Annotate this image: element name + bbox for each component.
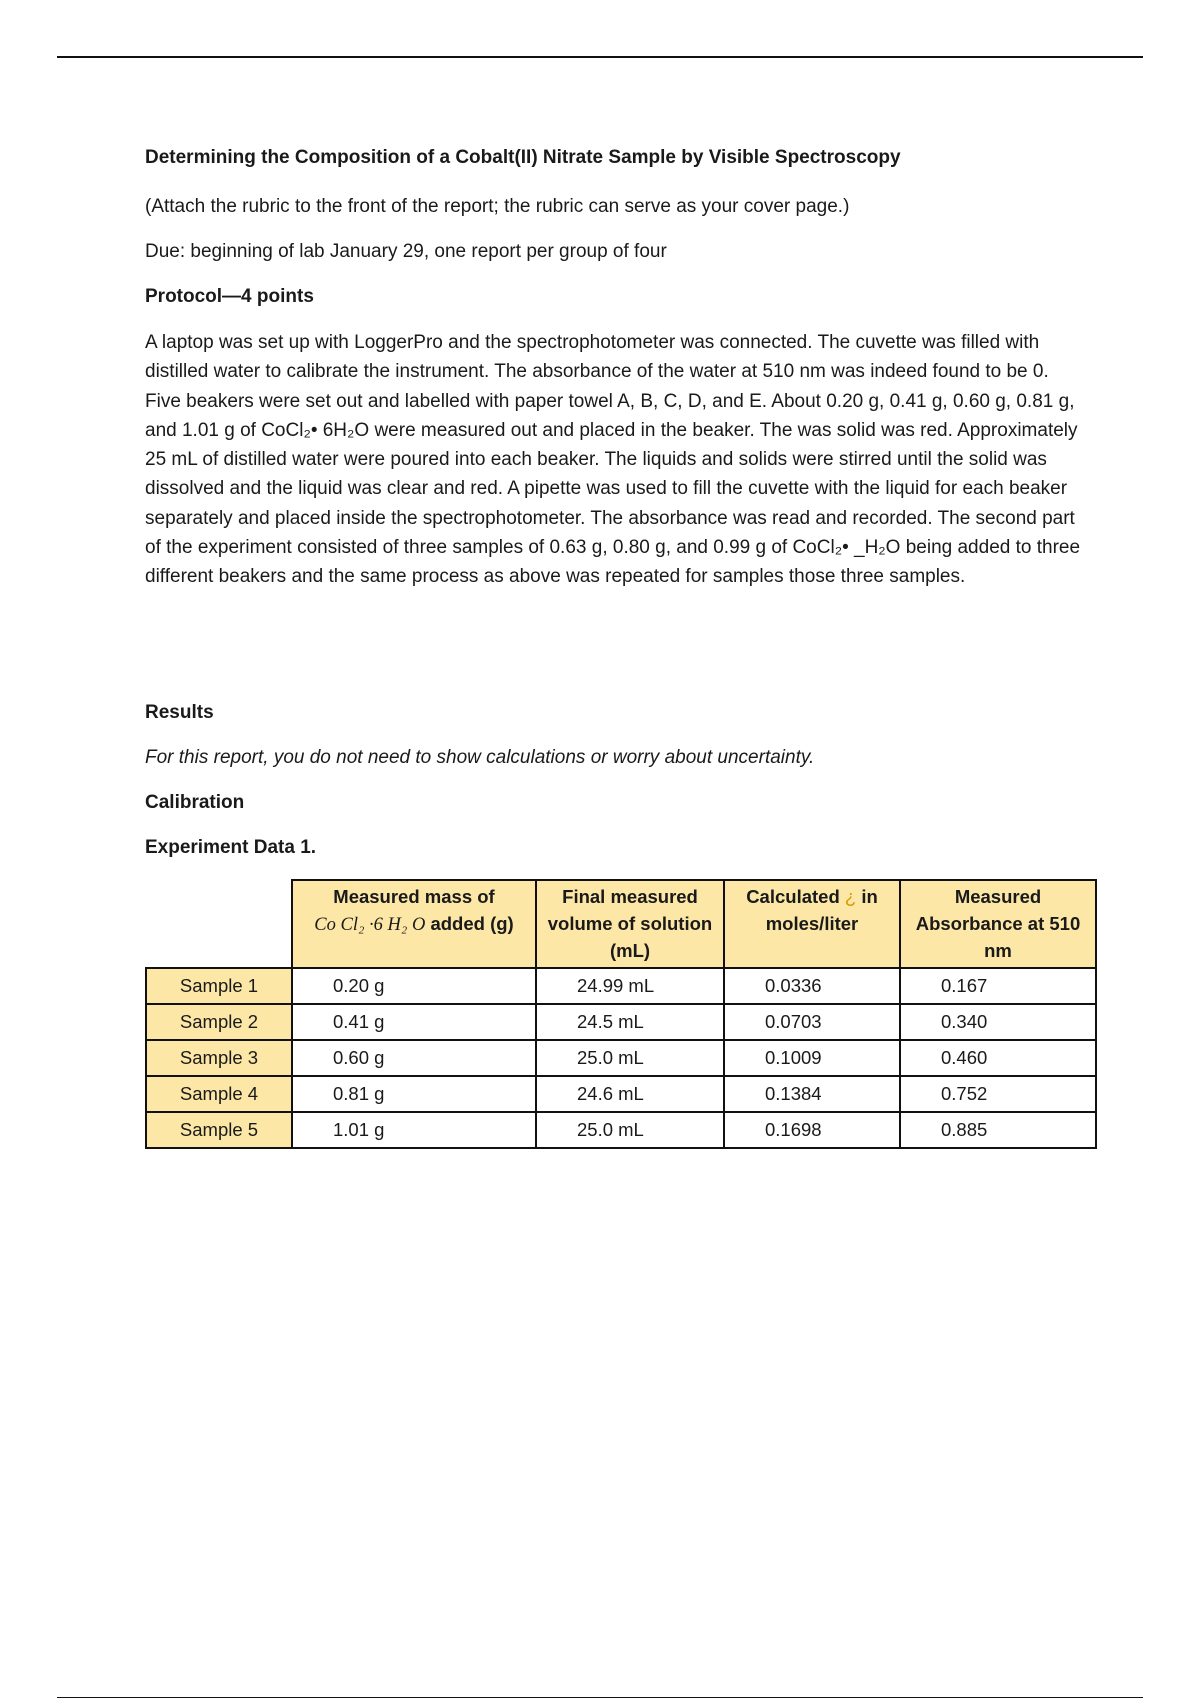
experiment-heading: Experiment Data 1. bbox=[145, 836, 317, 858]
mass-cell: 0.20 g bbox=[292, 968, 536, 1004]
header-mass-post: added (g) bbox=[430, 912, 514, 934]
top-rule bbox=[57, 56, 1143, 58]
sample-label-cell: Sample 2 bbox=[146, 1004, 292, 1040]
absorbance-cell: 0.885 bbox=[900, 1112, 1096, 1148]
results-note: For this report, you do not need to show calculations or worry about uncertainty. bbox=[145, 746, 815, 768]
due-line: Due: beginning of lab January 29, one report per group of four bbox=[145, 241, 667, 262]
concentration-cell: 0.1698 bbox=[724, 1112, 900, 1148]
sample-label-cell: Sample 1 bbox=[146, 968, 292, 1004]
document-title: Determining the Composition of a Cobalt(II) Nitrate Sample by Visible Spectroscopy bbox=[145, 147, 901, 168]
mass-cell: 0.41 g bbox=[292, 1004, 536, 1040]
experiment-data-table bbox=[145, 879, 1097, 1149]
volume-cell: 24.5 mL bbox=[536, 1004, 724, 1040]
concentration-cell: 0.0703 bbox=[724, 1004, 900, 1040]
header-mass-formula: Co Cl₂ ·6 H₂ O bbox=[314, 914, 426, 935]
concentration-cell: 0.1009 bbox=[724, 1040, 900, 1076]
header-mass bbox=[292, 880, 536, 968]
absorbance-cell: 0.167 bbox=[900, 968, 1096, 1004]
volume-cell: 24.6 mL bbox=[536, 1076, 724, 1112]
volume-cell: 25.0 mL bbox=[536, 1040, 724, 1076]
header-concentration bbox=[724, 880, 900, 968]
attach-note: (Attach the rubric to the front of the report; the rubric can serve as your cover page.) bbox=[145, 196, 850, 217]
header-mass-pre: Measured mass of bbox=[333, 885, 495, 907]
table-row bbox=[146, 1112, 1096, 1148]
calibration-heading: Calibration bbox=[145, 791, 245, 813]
mass-cell: 0.81 g bbox=[292, 1076, 536, 1112]
header-volume: Final measured volume of solution (mL) bbox=[536, 880, 724, 968]
header-calc-pre: Calculated bbox=[746, 885, 840, 907]
protocol-heading: Protocol—4 points bbox=[145, 286, 314, 307]
table-corner-cell bbox=[146, 880, 292, 968]
header-calc-symbol: ¿ bbox=[844, 885, 857, 907]
absorbance-cell: 0.460 bbox=[900, 1040, 1096, 1076]
sample-label-cell: Sample 4 bbox=[146, 1076, 292, 1112]
concentration-cell: 0.0336 bbox=[724, 968, 900, 1004]
volume-cell: 24.99 mL bbox=[536, 968, 724, 1004]
table-row bbox=[146, 1004, 1096, 1040]
volume-cell: 25.0 mL bbox=[536, 1112, 724, 1148]
absorbance-cell: 0.340 bbox=[900, 1004, 1096, 1040]
sample-label-cell: Sample 3 bbox=[146, 1040, 292, 1076]
protocol-text: A laptop was set up with LoggerPro and the spectrophotometer was connected. The cuvette was filled with distilled water to calibrate the instrument. The absorbance of the water at 510 nm was indeed found to be 0. Five beakers were set out and labelled with paper towel A, B, C, D, and E. About 0.20 g, 0.41 g, 0.60 g, 0.81 g, and 1.01 g of CoCl₂• 6H₂O were measured out and placed in the beaker. The was solid was red. Approximately 25 mL of distilled water were poured into each beaker. The liquids and solids were stirred until the solid was dissolved and the liquid was clear and red. A pipette was used to fill the cuvette with the liquid for each beaker separately and placed inside the spectrophotometer. The absorbance was read and recorded. The second part of the experiment consisted of three samples of 0.63 g, 0.80 g, and 0.99 g of CoCl₂• _H₂O being added to three different beakers and the same process as above was repeated for samples those three samples. bbox=[145, 332, 1081, 588]
header-calc-post: in moles/liter bbox=[765, 885, 878, 934]
mass-cell: 0.60 g bbox=[292, 1040, 536, 1076]
absorbance-cell: 0.752 bbox=[900, 1076, 1096, 1112]
document-body bbox=[145, 144, 1085, 1149]
header-absorbance: Measured Absorbance at 510 nm bbox=[900, 880, 1096, 968]
results-heading: Results bbox=[145, 701, 214, 723]
table-row bbox=[146, 1076, 1096, 1112]
concentration-cell: 0.1384 bbox=[724, 1076, 900, 1112]
mass-cell: 1.01 g bbox=[292, 1112, 536, 1148]
table-row bbox=[146, 1040, 1096, 1076]
table-row bbox=[146, 968, 1096, 1004]
table-header-row bbox=[146, 880, 1096, 968]
sample-label-cell: Sample 5 bbox=[146, 1112, 292, 1148]
bottom-rule bbox=[57, 1697, 1143, 1698]
